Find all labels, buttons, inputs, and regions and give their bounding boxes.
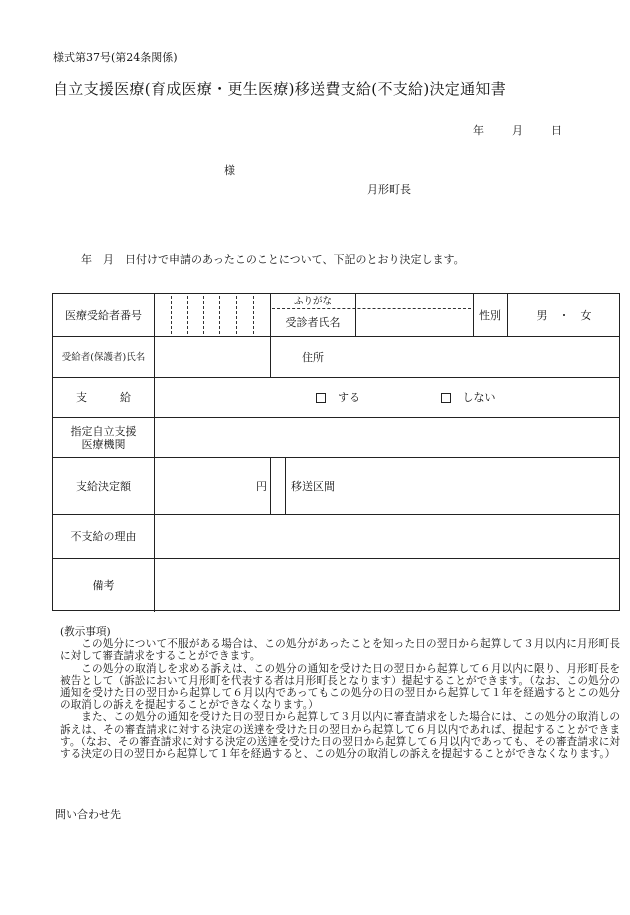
payment-yes-option[interactable] [293, 378, 383, 417]
date-day-label: 日 [551, 124, 562, 137]
notice-heading: (教示事項) [60, 626, 111, 638]
remarks-label: 備考 [92, 578, 115, 592]
document-title: 自立支援医療(育成医療・更生医療)移送費支給(不支給)決定通知書 [53, 80, 507, 98]
transport-section-label: 移送区間 [291, 479, 335, 493]
institution-label-line-1: 指定自立支援 [70, 424, 137, 438]
payment-no-option[interactable] [418, 378, 518, 417]
inquiry-label: 問い合わせ先 [55, 808, 121, 821]
issue-date [473, 122, 562, 138]
gender-options[interactable]: 男 ・ 女 [536, 308, 592, 322]
addressee-suffix: 様 [224, 164, 235, 177]
payment-label: 支 給 [76, 391, 131, 404]
amount-label: 支給決定額 [76, 479, 131, 493]
date-month-label: 月 [512, 124, 523, 137]
notice-paragraph-2: この処分の取消しを求める訴えは、この処分の通知を受けた日の翌日から起算して６月以内に限り、月形町長を被告として（訴訟において月形町を代表する者は月形町長となります）提起することができます。（なお、この処分の通知を受けた日の翌日から起算して６月以内であってもこの処分の日の翌日から起算して１年を経過するとこの処分の取消しの訴えを提起することができなくなります。） [60, 662, 620, 712]
payment-yes-label: する [338, 391, 360, 404]
guardian-name-label: 受給者(保護者)氏名 [61, 351, 146, 363]
patient-name-label: 受診者氏名 [285, 316, 341, 329]
form-number: 様式第37号(第24条関係) [53, 51, 178, 64]
recipient-number-label: 医療受給者番号 [65, 308, 142, 322]
issuer-name: 月形町長 [367, 183, 411, 196]
notice-paragraph-3: また、この処分の通知を受けた日の翌日から起算して３月以内に審査請求をした場合には、この処分の取消しの訴えは、その審査請求に対する決定の送達を受けた日の翌日から起算して６月以内であれば、提起することができます。（なお、その審査請求に対する決定の送達を受けた日の翌日から起算して６月以内であっても、その審査請求に対する決定の日の翌日から起算して１年を経過すると、この処分の取消しの訴えを提起することができなくなります。） [60, 711, 620, 761]
institution-label-line-2: 医療機関 [81, 437, 126, 451]
date-year-label: 年 [473, 124, 484, 137]
address-label: 住所 [302, 350, 324, 364]
institution-label [53, 418, 154, 457]
notice-paragraph-1: この処分について不服がある場合は、この処分があったことを知った日の翌日から起算して３月以内に月形町長に対して審査請求をすることができます。 [60, 638, 620, 663]
checkbox-icon[interactable] [316, 393, 326, 403]
decision-form-table [52, 293, 620, 611]
checkbox-icon[interactable] [441, 393, 451, 403]
payment-no-label: しない [462, 391, 496, 404]
yen-unit: 円 [256, 479, 267, 493]
gender-label: 性別 [479, 308, 501, 322]
appeal-instructions [60, 626, 620, 760]
furigana-label: ふりがな [293, 295, 332, 307]
intro-text: 年 月 日付けで申請のあったこのことについて、下記のとおり決定します。 [81, 253, 465, 266]
refusal-reason-label: 不支給の理由 [70, 530, 137, 543]
